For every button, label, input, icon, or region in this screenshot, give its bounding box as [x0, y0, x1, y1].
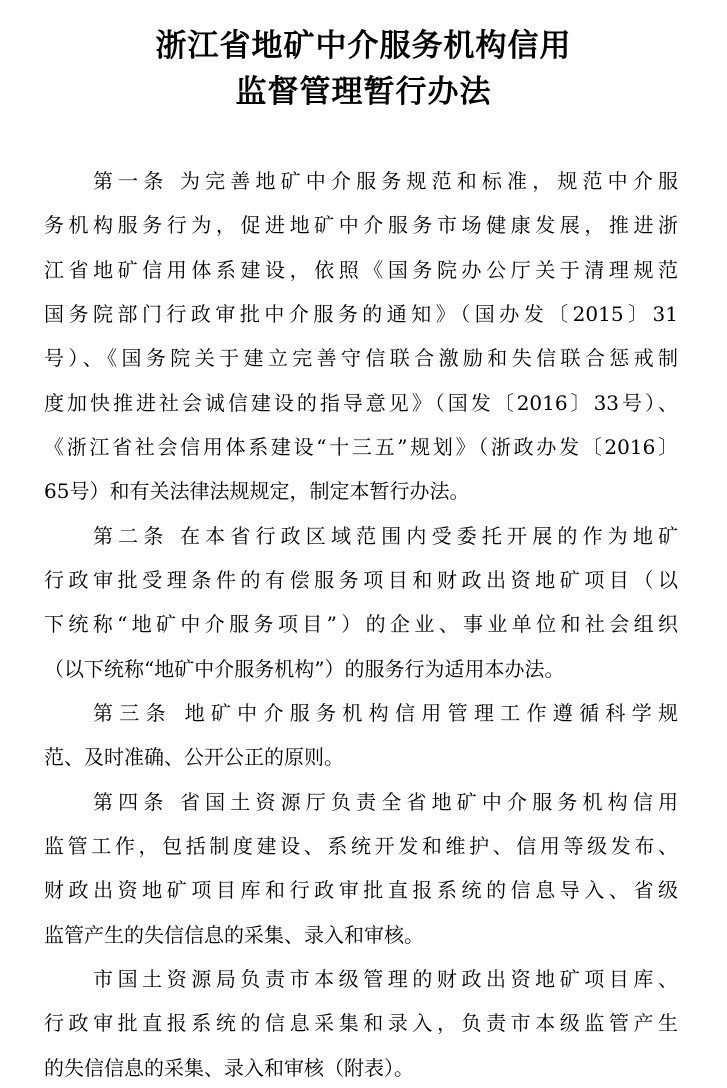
- article-2-line-4: （以下统称“地矿中介服务机构”）的服务行为适用本办法。: [44, 657, 565, 681]
- article-1-line-2: 务机构服务行为，促进地矿中介服务市场健康发展，推进浙: [44, 213, 678, 237]
- article-2-line-2: 行政审批受理条件的有偿服务项目和财政出资地矿项目（以: [44, 568, 678, 592]
- article-4-para-2-line-1: 市国土资源局负责市本级管理的财政出资地矿项目库、: [93, 967, 678, 991]
- article-4-para-2-line-2: 行政审批直报系统的信息采集和录入，负责市本级监管产生: [44, 1011, 678, 1035]
- article-4-line-3: 财政出资地矿项目库和行政审批直报系统的信息导入、省级: [44, 878, 678, 902]
- article-1-line-5: 号）、《国务院关于建立完善守信联合激励和失信联合惩戒制: [44, 346, 678, 370]
- article-4-para-2-line-3: 的失信信息的采集、录入和审核（附表）。: [44, 1056, 414, 1080]
- article-4-line-2: 监管工作，包括制度建设、系统开发和维护、信用等级发布、: [44, 834, 678, 858]
- article-1-line-7: 《浙江省社会信用体系建设“十三五”规划》（浙政办发〔2016〕: [44, 435, 678, 459]
- article-2-line-1: 第二条 在本省行政区域范围内受委托开展的作为地矿: [93, 524, 678, 548]
- document-title-line-1: 浙江省地矿中介服务机构信用: [155, 28, 572, 64]
- article-1-line-8: 65号）和有关法律法规规定，制定本暂行办法。: [44, 479, 470, 503]
- article-1-line-1: 第一条 为完善地矿中介服务规范和标准，规范中介服: [93, 169, 678, 193]
- document-title-line-2: 监督管理暂行办法: [235, 74, 492, 110]
- article-4-line-1: 第四条 省国土资源厅负责全省地矿中介服务机构信用: [93, 790, 678, 814]
- article-1-line-3: 江省地矿信用体系建设，依照《国务院办公厅关于清理规范: [44, 258, 678, 282]
- article-3-line-2: 范、及时准确、公开公正的原则。: [44, 745, 344, 769]
- article-3-line-1: 第三条 地矿中介服务机构信用管理工作遵循科学规: [93, 701, 678, 725]
- article-1-line-4: 国务院部门行政审批中介服务的通知》（国办发〔2015〕31: [44, 302, 678, 326]
- article-2-line-3: 下统称“地矿中介服务项目”）的企业、事业单位和社会组织: [44, 612, 678, 636]
- article-1-line-6: 度加快推进社会诚信建设的指导意见》（国发〔2016〕33号）、: [44, 391, 678, 415]
- article-4-line-4: 监管产生的失信信息的采集、录入和审核。: [44, 923, 424, 947]
